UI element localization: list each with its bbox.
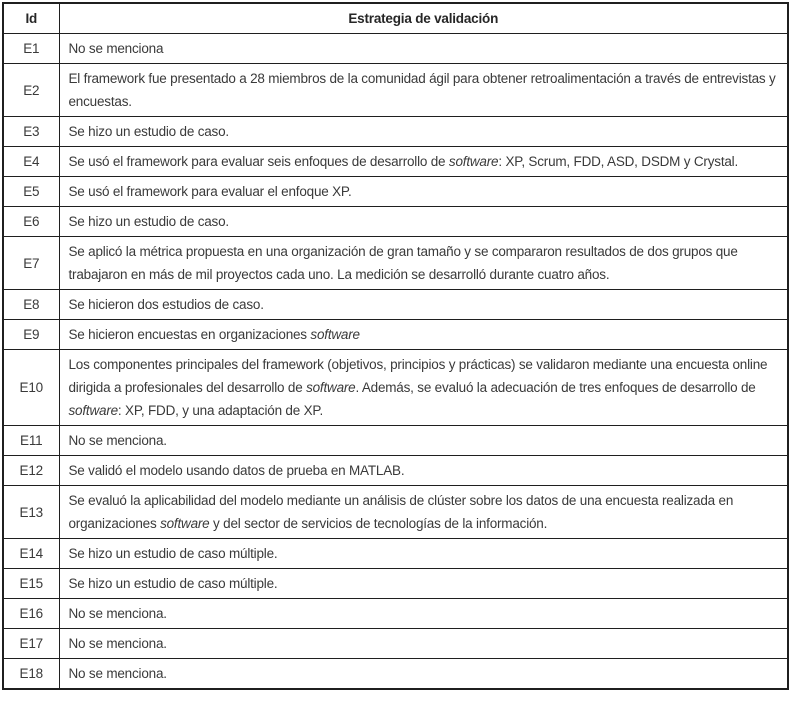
row-id-cell: E16: [3, 599, 59, 629]
row-id-cell: E18: [3, 659, 59, 690]
row-strategy-cell: Se usó el framework para evaluar seis enfoques de desarrollo de software: XP, Scrum, FDD, ASD, DSDM y Crystal.: [59, 147, 788, 177]
row-strategy-cell: No se menciona: [59, 34, 788, 64]
row-id-cell: E4: [3, 147, 59, 177]
row-id-cell: E12: [3, 456, 59, 486]
row-strategy-cell: Se hicieron dos estudios de caso.: [59, 290, 788, 320]
table-row: [3, 207, 788, 237]
row-id-cell: E2: [3, 64, 59, 117]
table-row: [3, 456, 788, 486]
table-row: [3, 659, 788, 690]
row-id-cell: E17: [3, 629, 59, 659]
row-id-cell: E15: [3, 569, 59, 599]
row-strategy-cell: Se aplicó la métrica propuesta en una organización de gran tamaño y se compararon resultados de dos grupos que trabajaron en más de mil proyectos cada uno. La medición se desarrolló durante cuatro años.: [59, 237, 788, 290]
row-id-cell: E14: [3, 539, 59, 569]
row-strategy-cell: No se menciona.: [59, 659, 788, 690]
row-strategy-cell: Se usó el framework para evaluar el enfoque XP.: [59, 177, 788, 207]
row-strategy-cell: Se hizo un estudio de caso múltiple.: [59, 569, 788, 599]
table-row: [3, 34, 788, 64]
row-id-cell: E7: [3, 237, 59, 290]
table-row: [3, 350, 788, 426]
validation-strategy-table: [2, 2, 789, 690]
table-row: [3, 599, 788, 629]
row-strategy-cell: Se hizo un estudio de caso múltiple.: [59, 539, 788, 569]
row-id-cell: E8: [3, 290, 59, 320]
row-strategy-cell: Los componentes principales del framework (objetivos, principios y prácticas) se validaron mediante una encuesta online dirigida a profesionales del desarrollo de software. Además, se evaluó la adecuación de tres enfoques de desarrollo de software: XP, FDD, y una adaptación de XP.: [59, 350, 788, 426]
table-row: [3, 486, 788, 539]
table-row: [3, 177, 788, 207]
table-row: [3, 569, 788, 599]
row-strategy-cell: No se menciona.: [59, 599, 788, 629]
row-strategy-cell: Se hizo un estudio de caso.: [59, 117, 788, 147]
row-strategy-cell: Se hicieron encuestas en organizaciones software: [59, 320, 788, 350]
row-id-cell: E10: [3, 350, 59, 426]
row-id-cell: E13: [3, 486, 59, 539]
row-strategy-cell: Se hizo un estudio de caso.: [59, 207, 788, 237]
row-id-cell: E9: [3, 320, 59, 350]
row-id-cell: E3: [3, 117, 59, 147]
col-header-id: Id: [3, 3, 59, 34]
row-strategy-cell: Se validó el modelo usando datos de prueba en MATLAB.: [59, 456, 788, 486]
table-body: [3, 34, 788, 690]
table-row: [3, 237, 788, 290]
row-strategy-cell: No se menciona.: [59, 629, 788, 659]
col-header-strategy: Estrategia de validación: [59, 3, 788, 34]
table-row: [3, 539, 788, 569]
row-strategy-cell: Se evaluó la aplicabilidad del modelo mediante un análisis de clúster sobre los datos de una encuesta realizada en organizaciones software y del sector de servicios de tecnologías de la información.: [59, 486, 788, 539]
table-row: [3, 117, 788, 147]
table-row: [3, 147, 788, 177]
table-row: [3, 290, 788, 320]
row-id-cell: E6: [3, 207, 59, 237]
row-strategy-cell: El framework fue presentado a 28 miembros de la comunidad ágil para obtener retroalimentación a través de entrevistas y encuestas.: [59, 64, 788, 117]
table-row: [3, 629, 788, 659]
row-strategy-cell: No se menciona.: [59, 426, 788, 456]
row-id-cell: E11: [3, 426, 59, 456]
header-row: [3, 3, 788, 34]
table-row: [3, 64, 788, 117]
table-row: [3, 426, 788, 456]
table-row: [3, 320, 788, 350]
table-header: [3, 3, 788, 34]
row-id-cell: E1: [3, 34, 59, 64]
row-id-cell: E5: [3, 177, 59, 207]
